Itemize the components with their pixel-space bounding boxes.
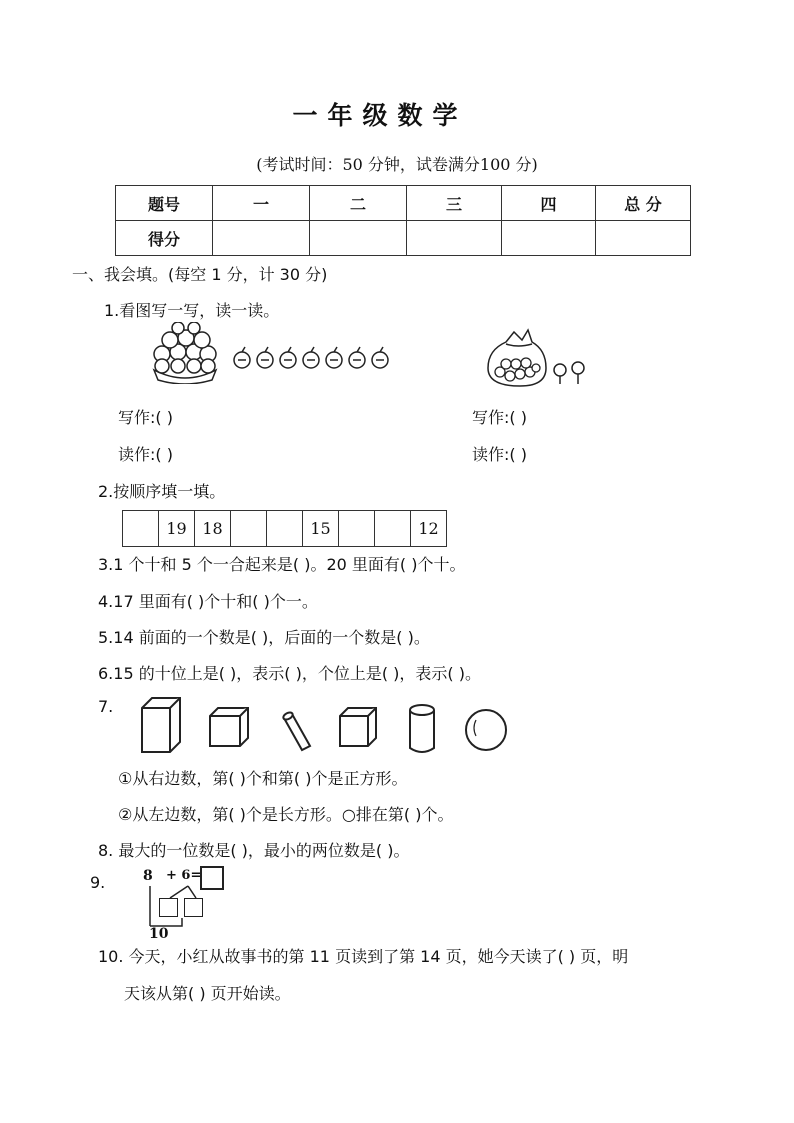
header-cell: 题号 [116,186,213,221]
score-cell[interactable] [596,221,691,256]
sequence-boxes [122,510,447,547]
split-box-right[interactable] [184,898,203,917]
solid-shapes-illustration [138,694,518,756]
header-cell: 一 [213,186,310,221]
equation-operator: + 6= [166,868,202,883]
sequence-cell: 18 [195,511,231,547]
sequence-cell[interactable] [231,511,267,547]
split-box-left[interactable] [159,898,178,917]
sequence-cell[interactable] [267,511,303,547]
question-3-text: 3.1 个十和 5 个一合起来是( )。20 里面有( )个十。 [98,555,466,574]
question-7-number: 7. [98,697,114,716]
header-cell: 二 [310,186,407,221]
question-7-line-1: ①从右边数，第( )个和第( )个是正方形。 [118,769,408,788]
question-2-text: 2.按顺序填一填。 [98,482,226,501]
question-1-text: 1.看图写一写，读一读。 [104,301,280,320]
sequence-cell[interactable] [123,511,159,547]
question-10-line-2: 天该从第( ) 页开始读。 [124,984,291,1003]
score-table-header-row [116,186,691,221]
equation-first-addend: 8 [143,868,153,884]
score-cell[interactable] [502,221,596,256]
sequence-cell: 15 [303,511,339,547]
row-label: 得分 [116,221,213,256]
oranges-in-basket-illustration [150,322,400,384]
question-6-text: 6.15 的十位上是( )，表示( )，个位上是( )，表示( )。 [98,664,481,683]
score-cell[interactable] [310,221,407,256]
make-ten-diagram [140,884,220,932]
page-title: 一年级数学 [292,101,468,130]
header-cell: 总 分 [596,186,691,221]
candy-bag-illustration [484,328,599,390]
question-8-text: 8. 最大的一位数是( )，最小的两位数是( )。 [98,841,410,860]
q1-read-right: 读作:( ) [472,445,527,464]
exam-info: (考试时间：50 分钟，试卷满分100 分) [256,155,538,174]
q1-write-left: 写作:( ) [118,408,173,427]
question-9-number: 9. [90,873,106,892]
q1-read-left: 读作:( ) [118,445,173,464]
score-cell[interactable] [213,221,310,256]
question-4-text: 4.17 里面有( )个十和( )个一。 [98,592,318,611]
header-cell: 四 [502,186,596,221]
score-table-score-row [116,221,691,256]
sequence-cell: 12 [411,511,447,547]
header-cell: 三 [407,186,502,221]
ten-label: 10 [149,926,169,942]
sequence-cell: 19 [159,511,195,547]
question-5-text: 5.14 前面的一个数是( )，后面的一个数是( )。 [98,628,430,647]
score-cell[interactable] [407,221,502,256]
question-10-line-1: 10. 今天，小红从故事书的第 11 页读到了第 14 页，她今天读了( ) 页，明 [98,947,629,966]
score-table [115,185,691,256]
sequence-cell[interactable] [375,511,411,547]
q1-write-right: 写作:( ) [472,408,527,427]
sequence-cell[interactable] [339,511,375,547]
section-heading: 一、我会填。(每空 1 分，计 30 分) [72,265,328,284]
question-7-line-2: ②从左边数，第( )个是长方形。○排在第( )个。 [118,805,454,824]
